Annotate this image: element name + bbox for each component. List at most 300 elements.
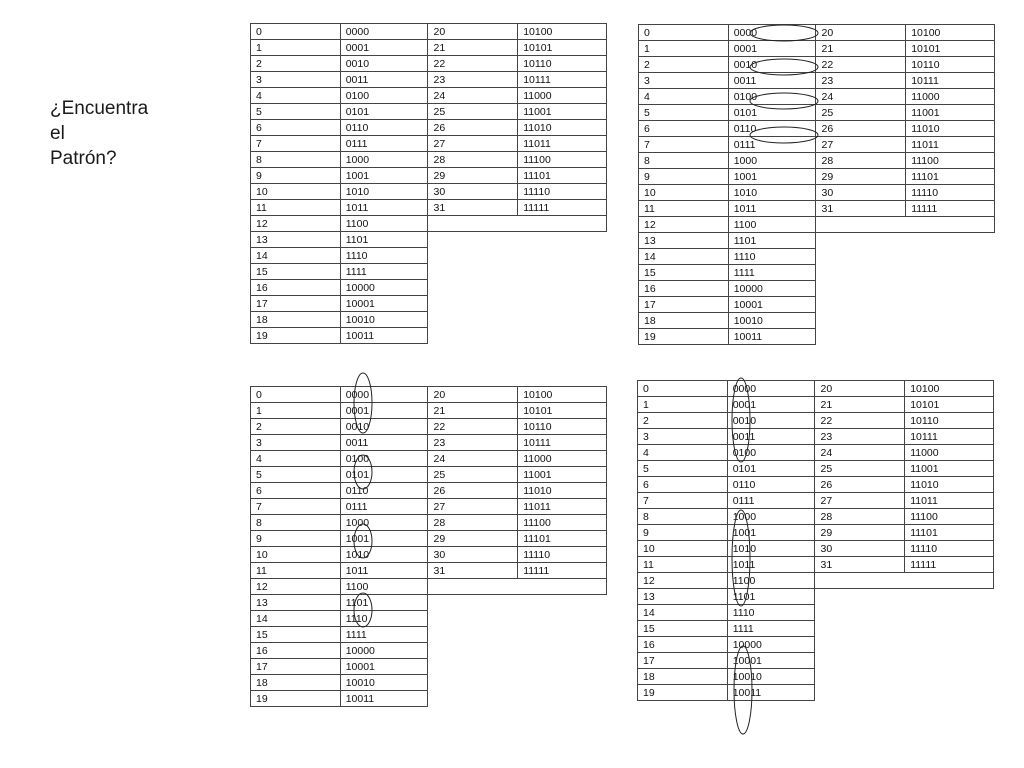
decimal-cell: 16 [638, 637, 728, 653]
binary-cell: 11111 [906, 201, 995, 217]
binary-cell: 11011 [906, 137, 995, 153]
table-row [639, 169, 995, 185]
binary-cell: 1011 [340, 200, 428, 216]
decimal-cell: 29 [428, 531, 518, 547]
table-row [251, 200, 607, 216]
binary-cell: 10001 [340, 296, 428, 312]
decimal-cell: 15 [251, 627, 341, 643]
decimal-cell: 9 [639, 169, 729, 185]
decimal-cell: 0 [639, 25, 729, 41]
binary-cell: 1000 [728, 153, 816, 169]
decimal-cell: 26 [428, 483, 518, 499]
decimal-cell: 8 [251, 515, 341, 531]
binary-cell: 11110 [518, 184, 607, 200]
table-row [251, 627, 607, 643]
table-row [638, 413, 994, 429]
table-row [251, 451, 607, 467]
decimal-cell: 29 [816, 169, 906, 185]
decimal-cell: 7 [251, 499, 341, 515]
binary-cell: 1110 [728, 249, 816, 265]
decimal-cell: 19 [251, 328, 341, 344]
binary-cell: 10101 [518, 403, 607, 419]
decimal-cell: 28 [815, 509, 905, 525]
decimal-cell: 19 [639, 329, 729, 345]
binary-cell: 0110 [727, 477, 815, 493]
binary-cell: 1010 [727, 541, 815, 557]
table-row [639, 73, 995, 89]
decimal-cell: 22 [428, 419, 518, 435]
binary-cell: 11101 [518, 168, 607, 184]
table-row [638, 557, 994, 573]
binary-table [638, 24, 995, 345]
binary-cell: 1001 [728, 169, 816, 185]
binary-table-bottom-right [637, 380, 994, 701]
binary-cell: 10100 [906, 25, 995, 41]
binary-cell: 10000 [340, 643, 428, 659]
decimal-cell: 15 [639, 265, 729, 281]
binary-cell: 11110 [518, 547, 607, 563]
decimal-cell: 10 [251, 184, 341, 200]
binary-cell: 11010 [518, 483, 607, 499]
binary-cell: 1001 [727, 525, 815, 541]
decimal-cell: 14 [251, 611, 341, 627]
table-row [251, 611, 607, 627]
binary-cell: 11110 [906, 185, 995, 201]
decimal-cell: 24 [428, 88, 518, 104]
binary-cell: 11101 [518, 531, 607, 547]
decimal-cell: 7 [639, 137, 729, 153]
binary-cell: 0101 [727, 461, 815, 477]
binary-cell: 11101 [905, 525, 994, 541]
table-row [638, 669, 994, 685]
table-row [638, 605, 994, 621]
decimal-cell: 21 [815, 397, 905, 413]
binary-cell: 1000 [340, 152, 428, 168]
binary-cell: 0000 [727, 381, 815, 397]
decimal-cell: 11 [251, 200, 341, 216]
table-row [638, 381, 994, 397]
decimal-cell: 4 [638, 445, 728, 461]
binary-cell: 10100 [518, 387, 607, 403]
table-row [638, 685, 994, 701]
binary-table [250, 23, 607, 344]
binary-cell: 0011 [340, 72, 428, 88]
decimal-cell: 26 [815, 477, 905, 493]
decimal-cell: 9 [251, 531, 341, 547]
decimal-cell: 1 [251, 403, 341, 419]
decimal-cell: 30 [815, 541, 905, 557]
binary-cell: 0100 [340, 88, 428, 104]
decimal-cell: 12 [251, 216, 341, 232]
binary-cell: 10111 [518, 435, 607, 451]
decimal-cell: 16 [639, 281, 729, 297]
decimal-cell: 24 [816, 89, 906, 105]
table-row [638, 397, 994, 413]
decimal-cell: 31 [816, 201, 906, 217]
decimal-cell: 11 [638, 557, 728, 573]
decimal-cell: 8 [251, 152, 341, 168]
table-row [638, 637, 994, 653]
decimal-cell: 1 [638, 397, 728, 413]
binary-cell: 11011 [905, 493, 994, 509]
binary-cell: 0000 [728, 25, 816, 41]
decimal-cell: 3 [251, 435, 341, 451]
table-row [251, 280, 607, 296]
decimal-cell: 21 [428, 40, 518, 56]
binary-cell: 10011 [340, 691, 428, 707]
binary-cell: 0111 [340, 136, 428, 152]
binary-table-top-left [250, 23, 607, 344]
table-row [251, 232, 607, 248]
table-row [639, 185, 995, 201]
binary-cell: 0111 [728, 137, 816, 153]
binary-cell: 10000 [727, 637, 815, 653]
decimal-cell: 11 [639, 201, 729, 217]
binary-cell: 11001 [905, 461, 994, 477]
table-row [638, 509, 994, 525]
binary-cell: 0000 [340, 24, 428, 40]
decimal-cell: 5 [251, 467, 341, 483]
binary-cell: 0111 [727, 493, 815, 509]
decimal-cell: 19 [251, 691, 341, 707]
decimal-cell: 29 [428, 168, 518, 184]
binary-cell: 10000 [340, 280, 428, 296]
table-row [638, 493, 994, 509]
decimal-cell: 4 [639, 89, 729, 105]
decimal-cell: 27 [815, 493, 905, 509]
table-row [251, 691, 607, 707]
binary-cell: 11000 [518, 88, 607, 104]
table-row [251, 152, 607, 168]
binary-cell: 1011 [727, 557, 815, 573]
decimal-cell: 1 [251, 40, 341, 56]
decimal-cell: 13 [251, 595, 341, 611]
decimal-cell: 25 [428, 467, 518, 483]
binary-cell: 1101 [728, 233, 816, 249]
binary-cell: 0101 [340, 104, 428, 120]
decimal-cell: 8 [639, 153, 729, 169]
binary-cell: 0111 [340, 499, 428, 515]
decimal-cell: 5 [251, 104, 341, 120]
binary-cell: 10100 [518, 24, 607, 40]
decimal-cell: 0 [638, 381, 728, 397]
decimal-cell: 10 [638, 541, 728, 557]
decimal-cell: 22 [815, 413, 905, 429]
table-row [251, 435, 607, 451]
decimal-cell: 24 [428, 451, 518, 467]
binary-cell: 11001 [518, 104, 607, 120]
decimal-cell: 17 [638, 653, 728, 669]
decimal-cell: 17 [251, 296, 341, 312]
table-row [251, 595, 607, 611]
binary-cell: 1110 [340, 248, 428, 264]
binary-cell: 11000 [906, 89, 995, 105]
binary-cell: 1101 [340, 595, 428, 611]
binary-cell: 10111 [905, 429, 994, 445]
table-row [251, 216, 607, 232]
decimal-cell: 26 [428, 120, 518, 136]
table-row [251, 531, 607, 547]
table-row [251, 675, 607, 691]
binary-cell: 0011 [727, 429, 815, 445]
binary-cell: 11101 [906, 169, 995, 185]
decimal-cell: 2 [251, 419, 341, 435]
decimal-cell: 13 [251, 232, 341, 248]
table-row [639, 249, 995, 265]
table-row [251, 467, 607, 483]
binary-cell: 11010 [518, 120, 607, 136]
table-row [638, 445, 994, 461]
binary-cell: 1111 [728, 265, 816, 281]
binary-cell: 1110 [340, 611, 428, 627]
binary-cell: 0110 [728, 121, 816, 137]
binary-table-top-right [638, 24, 995, 345]
title-line-3: Patrón? [50, 148, 117, 169]
decimal-cell: 16 [251, 643, 341, 659]
decimal-cell: 29 [815, 525, 905, 541]
decimal-cell: 24 [815, 445, 905, 461]
binary-cell: 11001 [906, 105, 995, 121]
binary-cell: 11010 [905, 477, 994, 493]
decimal-cell: 0 [251, 24, 341, 40]
binary-cell: 10010 [340, 675, 428, 691]
table-row [251, 136, 607, 152]
decimal-cell: 22 [816, 57, 906, 73]
decimal-cell: 12 [638, 573, 728, 589]
decimal-cell: 31 [428, 563, 518, 579]
decimal-cell: 6 [639, 121, 729, 137]
binary-cell: 0100 [340, 451, 428, 467]
decimal-cell: 20 [428, 387, 518, 403]
binary-cell: 1111 [727, 621, 815, 637]
table-row [639, 105, 995, 121]
table-row [251, 419, 607, 435]
table-row [638, 461, 994, 477]
binary-cell: 10011 [340, 328, 428, 344]
decimal-cell: 30 [428, 547, 518, 563]
decimal-cell: 21 [816, 41, 906, 57]
binary-cell: 1010 [340, 184, 428, 200]
binary-cell: 11111 [518, 563, 607, 579]
decimal-cell: 4 [251, 451, 341, 467]
binary-cell: 10001 [727, 653, 815, 669]
decimal-cell: 31 [815, 557, 905, 573]
decimal-cell: 18 [251, 675, 341, 691]
decimal-cell: 28 [428, 152, 518, 168]
table-row [251, 120, 607, 136]
decimal-cell: 6 [251, 120, 341, 136]
decimal-cell: 31 [428, 200, 518, 216]
binary-cell: 11010 [906, 121, 995, 137]
table-row [251, 563, 607, 579]
binary-cell: 1101 [340, 232, 428, 248]
binary-cell: 10010 [727, 669, 815, 685]
decimal-cell: 15 [251, 264, 341, 280]
decimal-cell: 10 [251, 547, 341, 563]
empty-cell [428, 216, 607, 232]
binary-cell: 10101 [906, 41, 995, 57]
decimal-cell: 26 [816, 121, 906, 137]
binary-table-bottom-left [250, 386, 607, 707]
decimal-cell: 17 [639, 297, 729, 313]
table-row [251, 104, 607, 120]
decimal-cell: 0 [251, 387, 341, 403]
decimal-cell: 11 [251, 563, 341, 579]
binary-cell: 0110 [340, 483, 428, 499]
table-row [251, 483, 607, 499]
table-row [638, 541, 994, 557]
binary-cell: 0100 [728, 89, 816, 105]
table-row [639, 41, 995, 57]
binary-cell: 10001 [728, 297, 816, 313]
binary-cell: 10100 [905, 381, 994, 397]
table-row [251, 328, 607, 344]
table-row [251, 387, 607, 403]
table-row [251, 312, 607, 328]
table-row [638, 429, 994, 445]
binary-cell: 10110 [905, 413, 994, 429]
decimal-cell: 6 [251, 483, 341, 499]
decimal-cell: 9 [638, 525, 728, 541]
decimal-cell: 25 [816, 105, 906, 121]
binary-cell: 0000 [340, 387, 428, 403]
binary-table [637, 380, 994, 701]
binary-cell: 10000 [728, 281, 816, 297]
table-row [251, 264, 607, 280]
table-row [639, 265, 995, 281]
binary-cell: 0101 [728, 105, 816, 121]
decimal-cell: 13 [639, 233, 729, 249]
slide-title [50, 96, 148, 171]
empty-cell [428, 579, 607, 595]
decimal-cell: 13 [638, 589, 728, 605]
decimal-cell: 7 [251, 136, 341, 152]
table-row [251, 248, 607, 264]
decimal-cell: 20 [815, 381, 905, 397]
binary-cell: 0001 [340, 403, 428, 419]
decimal-cell: 30 [816, 185, 906, 201]
decimal-cell: 30 [428, 184, 518, 200]
decimal-cell: 18 [251, 312, 341, 328]
empty-cell [816, 217, 995, 233]
table-row [251, 515, 607, 531]
binary-cell: 11000 [905, 445, 994, 461]
binary-cell: 1011 [728, 201, 816, 217]
binary-cell: 1000 [727, 509, 815, 525]
decimal-cell: 18 [639, 313, 729, 329]
binary-cell: 1000 [340, 515, 428, 531]
title-line-2: el [50, 123, 65, 144]
binary-cell: 10001 [340, 659, 428, 675]
table-row [251, 499, 607, 515]
table-row [639, 89, 995, 105]
decimal-cell: 3 [638, 429, 728, 445]
table-row [638, 477, 994, 493]
decimal-cell: 21 [428, 403, 518, 419]
table-row [639, 233, 995, 249]
binary-cell: 11100 [905, 509, 994, 525]
decimal-cell: 3 [639, 73, 729, 89]
table-row [251, 659, 607, 675]
binary-cell: 0110 [340, 120, 428, 136]
decimal-cell: 12 [639, 217, 729, 233]
decimal-cell: 17 [251, 659, 341, 675]
binary-cell: 0001 [728, 41, 816, 57]
table-row [638, 653, 994, 669]
decimal-cell: 23 [816, 73, 906, 89]
table-row [639, 153, 995, 169]
decimal-cell: 20 [428, 24, 518, 40]
empty-cell [815, 573, 994, 589]
decimal-cell: 2 [251, 56, 341, 72]
table-row [251, 296, 607, 312]
binary-cell: 11100 [518, 515, 607, 531]
binary-cell: 0011 [728, 73, 816, 89]
table-row [251, 168, 607, 184]
table-row [639, 201, 995, 217]
decimal-cell: 27 [816, 137, 906, 153]
table-row [251, 643, 607, 659]
binary-cell: 10111 [906, 73, 995, 89]
decimal-cell: 19 [638, 685, 728, 701]
decimal-cell: 22 [428, 56, 518, 72]
decimal-cell: 20 [816, 25, 906, 41]
decimal-cell: 1 [639, 41, 729, 57]
decimal-cell: 23 [428, 72, 518, 88]
binary-cell: 11111 [518, 200, 607, 216]
decimal-cell: 23 [815, 429, 905, 445]
binary-cell: 10110 [518, 56, 607, 72]
decimal-cell: 23 [428, 435, 518, 451]
table-row [638, 573, 994, 589]
decimal-cell: 25 [815, 461, 905, 477]
table-row [639, 329, 995, 345]
binary-cell: 1100 [728, 217, 816, 233]
binary-cell: 11100 [906, 153, 995, 169]
table-row [639, 217, 995, 233]
table-row [639, 297, 995, 313]
binary-cell: 10101 [518, 40, 607, 56]
table-row [639, 121, 995, 137]
table-row [251, 184, 607, 200]
binary-cell: 10010 [728, 313, 816, 329]
decimal-cell: 5 [638, 461, 728, 477]
binary-cell: 10101 [905, 397, 994, 413]
table-row [639, 313, 995, 329]
binary-cell: 10010 [340, 312, 428, 328]
table-row [638, 525, 994, 541]
binary-cell: 10011 [727, 685, 815, 701]
decimal-cell: 27 [428, 136, 518, 152]
binary-cell: 11011 [518, 499, 607, 515]
table-row [251, 579, 607, 595]
decimal-cell: 6 [638, 477, 728, 493]
table-row [251, 24, 607, 40]
binary-cell: 1011 [340, 563, 428, 579]
decimal-cell: 5 [639, 105, 729, 121]
table-row [251, 88, 607, 104]
binary-cell: 0001 [727, 397, 815, 413]
binary-cell: 1110 [727, 605, 815, 621]
binary-cell: 10110 [518, 419, 607, 435]
binary-cell: 11000 [518, 451, 607, 467]
binary-cell: 10011 [728, 329, 816, 345]
decimal-cell: 16 [251, 280, 341, 296]
binary-cell: 0100 [727, 445, 815, 461]
table-row [251, 403, 607, 419]
binary-cell: 10110 [906, 57, 995, 73]
binary-cell: 0010 [727, 413, 815, 429]
